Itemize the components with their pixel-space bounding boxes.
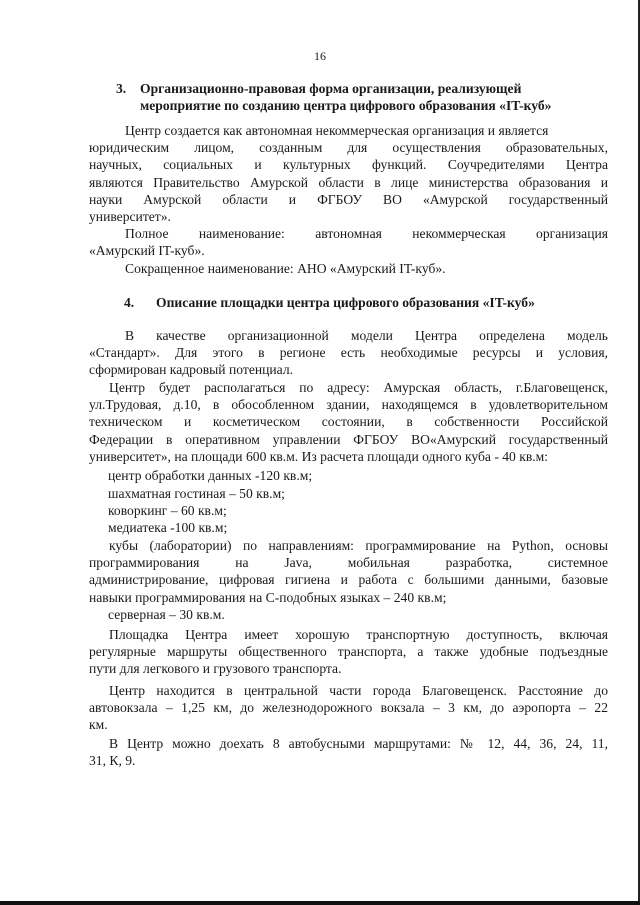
text-line: научных, социальных и культурных функций. Соучредителями Центра — [89, 157, 608, 173]
text-line: университет». — [89, 209, 171, 225]
text-line: администрирование, цифровая гигиена и работа с большими данными, базовые — [89, 572, 608, 588]
section-3-paragraph-3 — [89, 260, 608, 277]
text-line: кубы (лаборатории) по направлениям: программирование на Python, основы — [109, 538, 608, 553]
section-4-title: Описание площадки центра цифрового образования «IT-куб» — [156, 295, 535, 310]
text-line: Площадка Центра имеет хорошую транспортную доступность, включая — [109, 627, 608, 642]
scan-edge-bottom — [0, 901, 640, 905]
section-3-heading-line2 — [140, 97, 551, 114]
text-line: В Центр можно доехать 8 автобусными маршрутами: № 12, 44, 36, 24, 11, — [109, 736, 608, 751]
section-3-number: 3. — [116, 81, 127, 96]
text-line: программирования на Java, мобильная разработка, системное — [89, 555, 608, 571]
section-3-title-line1: Организационно-правовая форма организации, реализующей — [140, 81, 522, 96]
text-line: «Стандарт». Для этого в регионе есть необходимые ресурсы и условия, — [89, 345, 608, 361]
bus-routes-paragraph — [89, 735, 608, 769]
section-3-heading — [116, 80, 521, 97]
text-line: пути для легкового и грузового транспорта. — [89, 661, 342, 677]
section-3-title-line2: мероприятие по созданию центра цифрового образования «IT-куб» — [140, 98, 552, 113]
text-line: университет», на площади 600 кв.м. Из расчета площади одного куба - 40 кв.м: — [89, 448, 549, 464]
text-line: Центр находится в центральной части города Благовещенск. Расстояние до — [109, 683, 608, 698]
list-item: центр обработки данных -120 кв.м; — [108, 468, 313, 483]
text-line: являются Правительство Амурской области в лице министерства образования и — [89, 174, 608, 190]
page-number: 16 — [314, 49, 326, 63]
text-line: ул.Трудовая, д.10, в обособленном здании, находящемся в удовлетворительном — [89, 397, 608, 413]
text-line: Центр создается как автономная некоммерческая организация и является — [125, 123, 549, 138]
section-4-paragraph-1 — [89, 327, 608, 379]
text-line: регулярные маршруты общественного транспорта, а также удобные подъездные — [89, 644, 608, 660]
location-paragraph — [89, 682, 608, 734]
cubes-paragraph — [89, 537, 608, 606]
list-item: серверная – 30 кв.м. — [108, 607, 225, 622]
text-line: 31, К, 9. — [89, 753, 136, 769]
text-line: В качестве организационной модели Центра определена модель — [125, 328, 608, 343]
text-line: юридическим лицом, созданным для осуществления образовательных, — [89, 140, 608, 156]
list-item: коворкинг – 60 кв.м; — [108, 503, 227, 518]
text-line: Федерации в оперативном управлении ФГБОУ ВО«Амурский государственный — [89, 431, 608, 447]
text-line: км. — [89, 717, 108, 733]
section-4-number: 4. — [124, 295, 135, 310]
list-item: шахматная гостиная – 50 кв.м; — [108, 486, 285, 501]
section-3-paragraph-1 — [89, 122, 608, 225]
text-line: «Амурский IT-куб». — [89, 243, 205, 259]
text-line: техническом и косметическом состоянии, в собственности Российской — [89, 414, 608, 430]
text-line: Центр будет располагаться по адресу: Амурская область, г.Благовещенск, — [109, 380, 608, 395]
section-4-heading — [124, 294, 535, 311]
text-line: навыки программирования на С-подобных языках – 240 кв.м; — [89, 589, 447, 605]
list-item: медиатека -100 кв.м; — [108, 520, 228, 535]
text-line: Сокращенное наименование: АНО «Амурский IT-куб». — [125, 261, 446, 276]
section-3-paragraph-2 — [89, 225, 608, 259]
transport-paragraph — [89, 626, 608, 678]
section-4-paragraph-2 — [89, 379, 608, 465]
text-line: науки Амурской области и ФГБОУ ВО «Амурской государственный — [89, 191, 608, 207]
text-line: автовокзала – 1,25 км, до железнодорожного вокзала – 3 км, до аэропорта – 22 — [89, 700, 608, 716]
text-line: Полное наименование: автономная некоммерческая организация — [125, 226, 608, 241]
text-line: сформирован кадровый потенциал. — [89, 362, 294, 378]
